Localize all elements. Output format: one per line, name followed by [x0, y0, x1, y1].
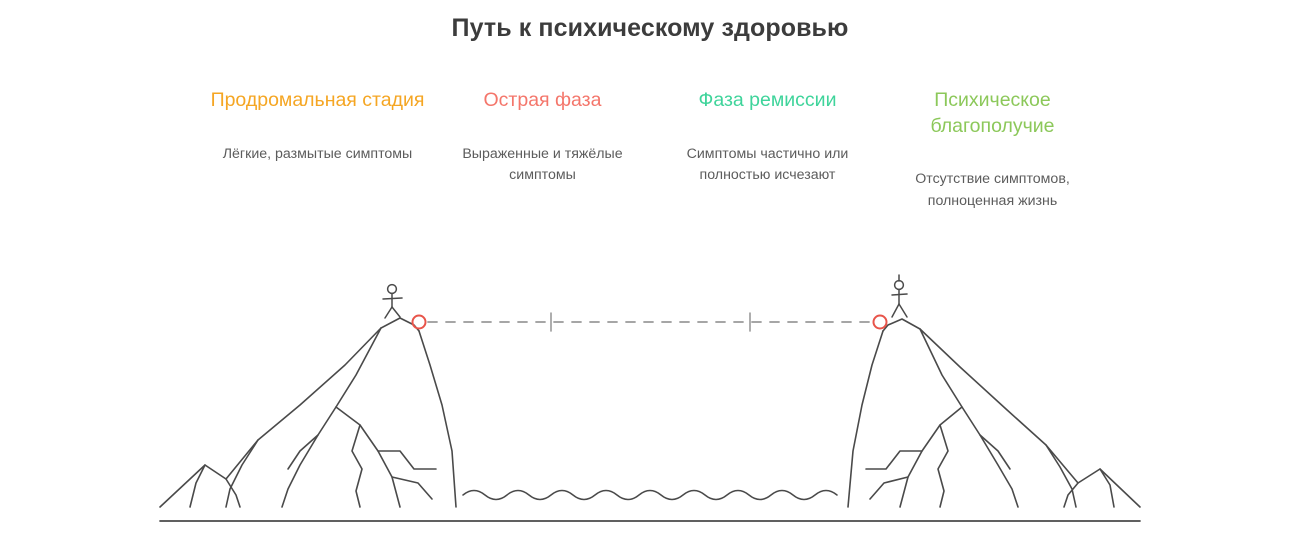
stage-acute — [430, 88, 655, 186]
climber-figure-right — [892, 275, 907, 317]
dashed-rope-path — [428, 313, 872, 331]
climber-figure-left — [383, 285, 402, 318]
stage-title-acute: Острая фаза — [483, 89, 602, 111]
stage-prodromal — [205, 88, 430, 165]
mountain-illustration — [0, 255, 1300, 547]
stage-title-remission: Фаза ремиссии — [698, 89, 837, 111]
stage-description-acute: Выраженные и тяжёлые симптомы — [462, 145, 623, 184]
stage-title-prodromal: Продромальная стадия — [210, 89, 425, 111]
anchor-ring-left — [413, 316, 426, 329]
anchor-ring-right — [874, 316, 887, 329]
stage-description-remission: Симптомы частично или полностью исчезают — [686, 145, 849, 184]
page-title: Путь к психическому здоровью — [451, 14, 849, 42]
stage-remission — [655, 88, 880, 186]
stage-wellbeing — [880, 88, 1105, 212]
stage-columns — [205, 88, 1105, 212]
left-mountain — [160, 318, 456, 507]
stage-title-wellbeing: Психическое благополучие — [930, 89, 1055, 137]
stage-description-prodromal: Лёгкие, размытые симптомы — [222, 145, 413, 162]
right-mountain — [848, 319, 1140, 507]
stage-description-wellbeing: Отсутствие симптомов, полноценная жизнь — [915, 171, 1070, 209]
water-line — [160, 491, 1140, 522]
